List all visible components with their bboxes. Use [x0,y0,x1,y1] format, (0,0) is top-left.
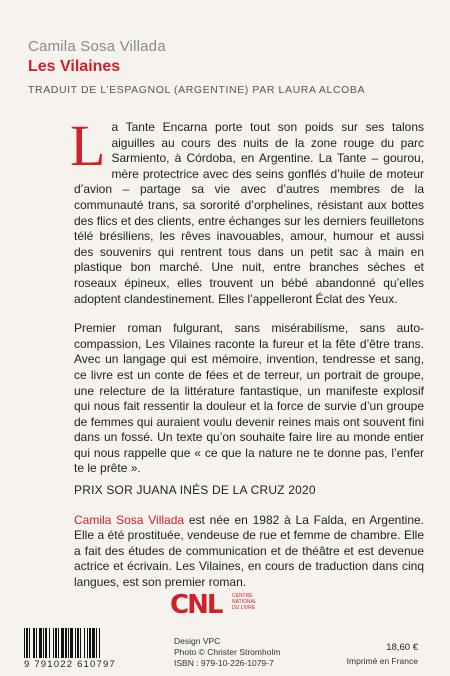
blurb [70,113,424,597]
synopsis-paragraph-2: Premier roman fulgurant, sans misérabilisme, sans auto-compassion, Les Vilaines raconte la fureur et la fête d’être trans. Avec un langage qui est mémoire, invention, tendresse et sang, ce livre est un conte de fées et de terreur, un portrait de groupe, une relecture de la littérature fantastique, un manifeste explosif qui nous fait ressentir la douleur et la force de survie d’un groupe de femmes qui auraient voulu devenir reines mais ont souvent fini dans un fossé. Un texte qu’on souhaite faire lire au monde entier qui nous rappelle que « ce que la nature ne te donne pas, l’enfer te le prête ». [74,321,424,476]
book-title: Les Vilaines [28,58,121,75]
isbn: ISBN : 979-10-226-1079-7 [174,658,274,668]
author-name: Camila Sosa Villada [28,38,166,55]
barcode-bar [100,628,101,658]
credits [174,636,280,669]
design-credit: Design VPC [174,636,221,646]
bio-author-name: Camila Sosa Villada [74,512,185,527]
barcode-digits: 9 791022 610797 [24,659,116,670]
cnl-logo [170,590,260,636]
price: 18,60 € [386,642,418,653]
photo-credit: Photo © Christer Stromholm [174,647,281,657]
synopsis-paragraph-1 [70,113,424,307]
barcode-bars [24,628,142,658]
printed-in: Imprimé en France [346,656,418,666]
prize-line: PRIX SOR JUANA INÉS DE LA CRUZ 2020 [74,483,316,498]
barcode [24,628,142,670]
bio-text: est née en 1982 à La Falda, en Argentine. Elle a été prostituée, vendeuse de rue et femme de chambre. Elle a fait des études de communication et de théâtre et est devenue actrice et écrivain. Les Vilaines, en cours de traduction dans cinq langues, est son premier roman. [74,512,424,590]
synopsis-text-1: a Tante Encarna porte tout son poids sur ses talons aiguilles au cours des nuits de la zone rouge du parc Sarmiento, à Córdoba, en Argentine. La Tante – gourou, mère protectrice avec des seins gonflés d’huile de moteur d’avion – partage sa vie avec d’autres membres de la communauté trans, sa sororité d’orphelines, résistant aux bottes des flics et des clients, entre échanges sur les derniers feuilletons télé brésiliens, les rêves inavouables, amour, humour et aussi des souvenirs qui rentrent tous dans un petit sac à main en plastique bon marché. Une nuit, entre branches sèches et roseaux épineux, elles trouvent un bébé abandonné qu’elles adoptent clandestinement. Elles l’appelleront Éclat des Yeux. [74,120,424,306]
translator-line: TRADUIT DE L’ESPAGNOL (ARGENTINE) PAR LAURA ALCOBA [28,84,366,96]
cnl-logo-letters: CNL [170,590,222,620]
cnl-logo-caption: CENTRE NATIONAL DU LIVRE [232,593,257,611]
drop-cap: L [70,113,106,178]
author-bio [74,513,424,591]
